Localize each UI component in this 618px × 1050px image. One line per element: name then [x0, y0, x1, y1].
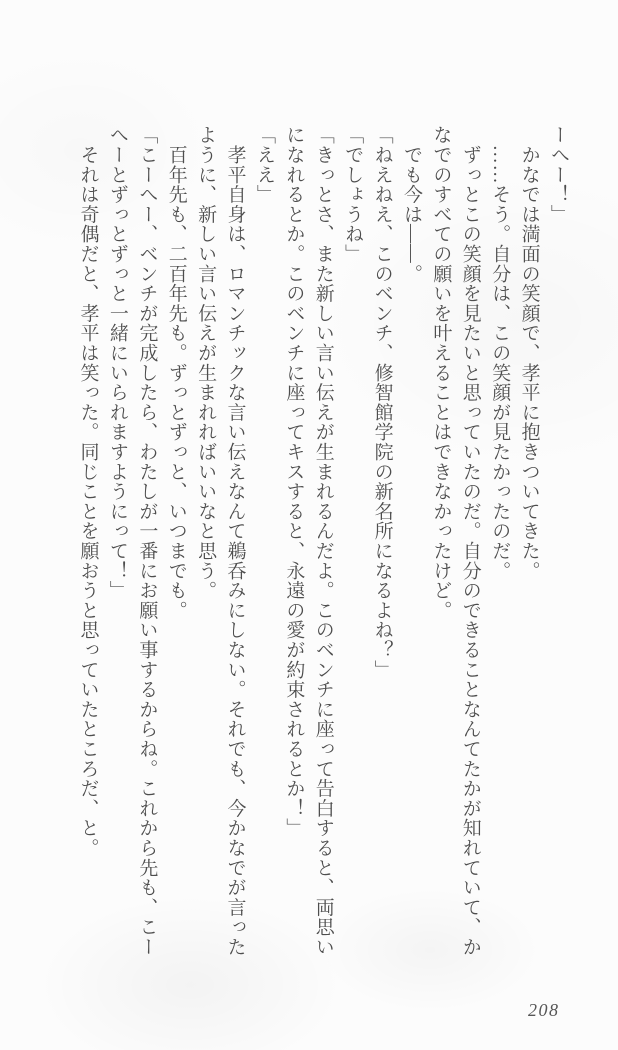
text-line: 「でしょうね」	[342, 125, 364, 264]
page-number: 208	[528, 1000, 560, 1020]
text-line: それは奇偶だと、孝平は笑った。同じことを願おうと思っていたところだ、と。	[77, 125, 99, 858]
text-line: になれるとか。このベンチに座ってキスすると、永遠の愛が約束されるとか！」	[283, 125, 305, 838]
text-line: ずっとこの笑顔を見たいと思っていたのだ。自分のできることなんてたかが知れていて、か	[459, 125, 481, 957]
text-line: ーへー！」	[548, 125, 569, 224]
text-line: ように、新しい言い伝えが生まれればいいなと思う。	[195, 125, 217, 601]
text-line: 百年先も、二百年先も。ずっとずっと、いつまでも。	[165, 125, 187, 620]
body-text	[73, 125, 573, 965]
text-line: 「こーへー、ベンチが完成したら、わたしが一番にお願い事するからね。これから先も、こー	[136, 125, 158, 957]
text-line: へーとずっとずっと一緒にいられますようにって！」	[106, 125, 128, 601]
text-line: 孝平自身は、ロマンチックな言い伝えなんて鵜呑みにしない。それでも、今かなでが言った	[224, 125, 246, 957]
text-line: 「ねえねえ、このベンチ、修智館学院の新名所になるよね？」	[371, 125, 393, 680]
text-line: なでのすべての願いを叶えることはできなかったけど。	[430, 125, 452, 620]
text-line: 「きっとさ、また新しい言い伝えが生まれるんだよ。このベンチに座って告白すると、両思い	[312, 125, 334, 957]
text-line: 「ええ」	[253, 125, 275, 205]
text-line: でも今は――。	[400, 125, 422, 284]
text-line: かなでは満面の笑顔で、孝平に抱きついてきた。	[518, 125, 540, 581]
text-line: ……そう。自分は、この笑顔が見たかったのだ。	[489, 125, 511, 581]
